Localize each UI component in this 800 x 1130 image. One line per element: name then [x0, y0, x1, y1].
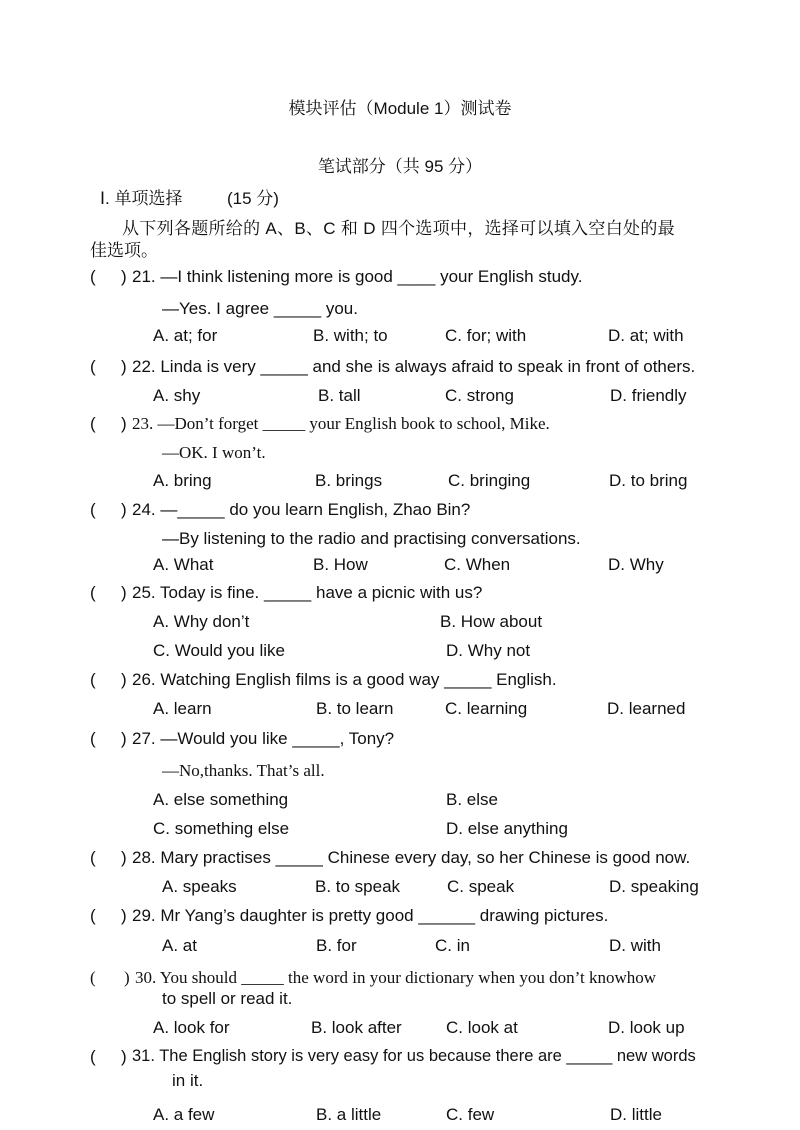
option-c: C. Would you like — [153, 641, 285, 660]
answer-paren-close: ) — [121, 906, 127, 925]
question-stem: 21. —I think listening more is good ____ your English study. — [132, 267, 583, 286]
page-title: 模块评估（Module 1）测试卷 — [288, 99, 512, 118]
option-a: A. speaks — [162, 877, 237, 896]
option-a: A. look for — [153, 1018, 230, 1037]
question-stem: 24. —_____ do you learn English, Zhao Bin? — [132, 500, 471, 519]
option-d: D. else anything — [446, 819, 568, 838]
answer-paren-close: ) — [121, 670, 127, 689]
option-c: C. something else — [153, 819, 290, 838]
option-b: B. else — [446, 790, 498, 809]
question-stem: 28. Mary practises _____ Chinese every day, so her Chinese is good now. — [132, 848, 691, 867]
answer-paren-open: ( — [90, 906, 96, 925]
question-stem: 26. Watching English films is a good way _____ English. — [132, 670, 557, 689]
question-stem: 31. The English story is very easy for us because there are _____ new words — [132, 1047, 696, 1065]
option-b: B. How — [313, 555, 368, 574]
option-a: A. learn — [153, 699, 212, 718]
instruction-line2: 佳选项。 — [90, 241, 158, 260]
question-stem: 27. —Would you like _____, Tony? — [132, 729, 395, 748]
option-b: B. brings — [315, 471, 383, 490]
instruction-line1: 从下列各题所给的 A、B、C 和 D 四个选项中，选择可以填入空白处的最 — [122, 219, 675, 238]
option-a: A. What — [153, 555, 214, 574]
question-stem: 25. Today is fine. _____ have a picnic with us? — [132, 583, 483, 602]
question-stem-reply: —OK. I won’t. — [162, 443, 266, 462]
answer-paren-close: ) — [121, 267, 127, 286]
question-stem-reply: —No,thanks. That’s all. — [162, 761, 325, 780]
section-heading: Ⅰ. 单项选择 — [100, 189, 183, 208]
answer-paren-close: ) — [121, 583, 127, 602]
section-score: (15 分) — [227, 189, 279, 208]
option-a: A. at — [162, 936, 197, 955]
option-b: B. to learn — [316, 699, 394, 718]
question-stem: 23. —Don’t forget _____ your English book to school, Mike. — [132, 414, 550, 433]
option-d: D. speaking — [609, 877, 699, 896]
answer-paren-open: ( — [90, 968, 96, 987]
option-b: B. with; to — [313, 326, 388, 345]
option-b: B. tall — [318, 386, 361, 405]
option-b: B. look after — [311, 1018, 402, 1037]
answer-paren-open: ( — [90, 848, 96, 867]
option-d: D. look up — [608, 1018, 685, 1037]
option-d: D. little — [610, 1105, 662, 1124]
question-stem: 30. You should _____ the word in your dictionary when you don’t knowhow — [135, 968, 656, 987]
answer-paren-close: ) — [121, 729, 127, 748]
option-c: C. few — [446, 1105, 495, 1124]
option-c: C. for; with — [445, 326, 527, 345]
answer-paren-close: ) — [121, 414, 127, 433]
option-b: B. How about — [440, 612, 543, 631]
option-a: A. Why don’t — [153, 612, 250, 631]
answer-paren-open: ( — [90, 583, 96, 602]
question-stem-reply: —Yes. I agree _____ you. — [162, 299, 358, 318]
option-c: C. look at — [446, 1018, 518, 1037]
option-a: A. at; for — [153, 326, 218, 345]
option-c: C. bringing — [448, 471, 531, 490]
option-d: D. Why not — [446, 641, 531, 660]
answer-paren-open: ( — [90, 267, 96, 286]
page-subtitle: 笔试部分（共 95 分） — [317, 157, 483, 176]
option-d: D. friendly — [610, 386, 687, 405]
option-d: D. Why — [608, 555, 664, 574]
option-d: D. with — [609, 936, 661, 955]
option-c: C. When — [444, 555, 511, 574]
answer-paren-close: ) — [124, 968, 130, 987]
option-a: A. else something — [153, 790, 289, 809]
question-stem: 22. Linda is very _____ and she is always afraid to speak in front of others. — [132, 357, 696, 376]
answer-paren-close: ) — [121, 848, 127, 867]
answer-paren-open: ( — [90, 414, 96, 433]
question-stem-continued: in it. — [172, 1071, 204, 1090]
option-d: D. at; with — [608, 326, 684, 345]
answer-paren-open: ( — [90, 1047, 96, 1066]
answer-paren-close: ) — [121, 357, 127, 376]
option-a: A. bring — [153, 471, 212, 490]
option-c: C. learning — [445, 699, 528, 718]
option-d: D. learned — [607, 699, 686, 718]
answer-paren-open: ( — [90, 500, 96, 519]
option-d: D. to bring — [609, 471, 688, 490]
answer-paren-open: ( — [90, 357, 96, 376]
question-stem-reply: —By listening to the radio and practising conversations. — [162, 529, 581, 548]
question-stem-continued: to spell or read it. — [162, 989, 293, 1008]
answer-paren-open: ( — [90, 729, 96, 748]
option-b: B. a little — [316, 1105, 382, 1124]
answer-paren-open: ( — [90, 670, 96, 689]
option-a: A. shy — [153, 386, 201, 405]
option-c: C. strong — [445, 386, 514, 405]
answer-paren-close: ) — [121, 500, 127, 519]
question-stem: 29. Mr Yang’s daughter is pretty good ______ drawing pictures. — [132, 906, 609, 925]
option-b: B. for — [316, 936, 357, 955]
option-c: C. speak — [447, 877, 515, 896]
option-a: A. a few — [153, 1105, 215, 1124]
answer-paren-close: ) — [121, 1047, 127, 1066]
option-c: C. in — [435, 936, 470, 955]
option-b: B. to speak — [315, 877, 401, 896]
